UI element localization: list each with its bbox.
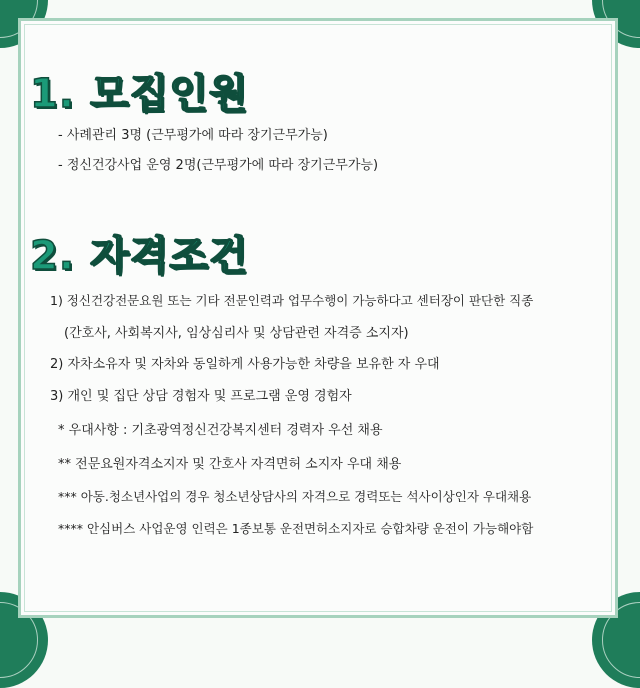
qualification-line: 1) 정신건강전문요원 또는 기타 전문인력과 업무수행이 가능하다고 센터장이 판단한 직종 (50, 293, 534, 308)
qualification-line: 3) 개인 및 집단 상담 경험자 및 프로그램 운영 경험자 (50, 389, 352, 404)
section-heading-qualifications: 2. 자격조건 (30, 233, 249, 279)
section-heading-recruitment: 1. 모집인원 (30, 71, 249, 117)
preference-note: ** 전문요원자격소지자 및 간호사 자격면허 소지자 우대 채용 (58, 457, 402, 472)
preference-note: *** 아동.청소년사업의 경우 청소년상담사의 자격으로 경력또는 석사이상인자 우대채용 (58, 489, 532, 504)
recruitment-item: - 정신건강사업 운영 2명(근무평가에 따라 장기근무가능) (58, 158, 379, 173)
recruitment-item: - 사례관리 3명 (근무평가에 따라 장기근무가능) (58, 128, 328, 143)
preference-note: **** 안심버스 사업운영 인력은 1종보통 운전면허소지자로 승합차량 운전이 가능해야함 (58, 521, 534, 536)
qualification-line: 2) 자차소유자 및 자차와 동일하게 사용가능한 차량을 보유한 자 우대 (50, 357, 440, 372)
preference-note: * 우대사항 : 기초광역정신건강복지센터 경력자 우선 채용 (58, 423, 383, 438)
qualification-line: (간호사, 사회복지사, 임상심리사 및 상담관련 자격증 소지자) (64, 326, 409, 341)
